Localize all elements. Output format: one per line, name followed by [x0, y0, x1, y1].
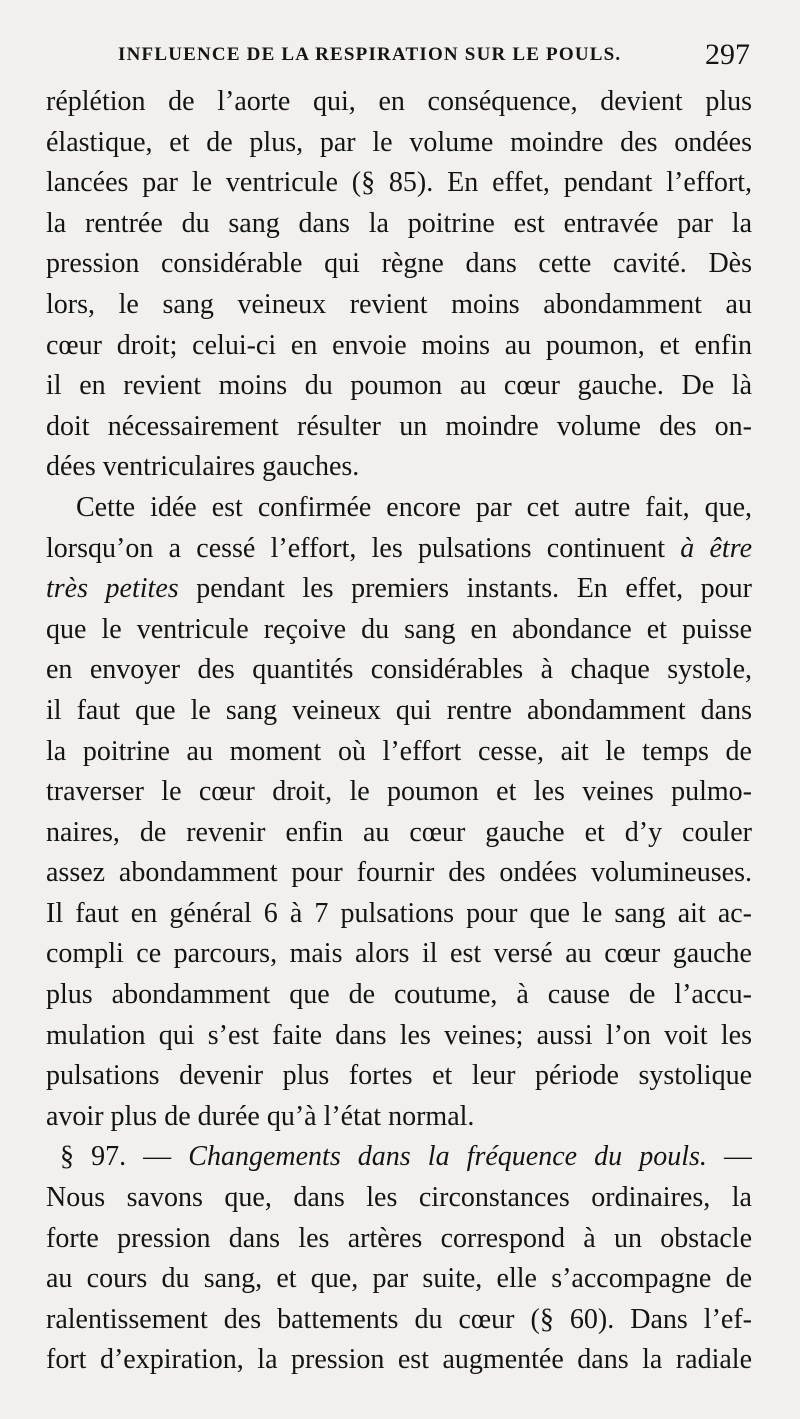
- text-line: [46, 529, 752, 570]
- text-line: assez abondamment pour fournir des ondées volumineuses.: [46, 857, 752, 889]
- text-line: compli ce parcours, mais alors il est versé au cœur gauche: [46, 938, 752, 970]
- paragraph-start-line: Cette idée est confirmée encore par cet autre fait, que,: [76, 491, 752, 523]
- text-line: que le ventricule reçoive du sang en abondance et puisse: [46, 613, 752, 645]
- text-line: plus abondamment que de coutume, à cause de l’accu-: [46, 979, 752, 1011]
- text-line: en envoyer des quantités considérables à chaque systole,: [46, 654, 752, 686]
- section-number: § 97. —: [60, 1141, 172, 1173]
- text-line: au cours du sang, et que, par suite, elle s’accompagne de: [46, 1263, 752, 1295]
- page-number: 297: [705, 38, 750, 71]
- text-line: élastique, et de plus, par le volume moindre des ondées: [46, 126, 752, 158]
- text-line: lancées par le ventricule (§ 85). En effet, pendant l’effort,: [46, 167, 752, 199]
- text-line: lors, le sang veineux revient moins abondamment au: [46, 288, 752, 320]
- section-heading-line: [46, 1137, 752, 1178]
- text-line: la rentrée du sang dans la poitrine est entravée par la: [46, 207, 752, 239]
- italic-run: à être: [680, 532, 752, 564]
- text-line: il faut que le sang veineux qui rentre abondamment dans: [46, 694, 752, 726]
- section-title: Changements dans la fréquence du pouls.: [188, 1141, 707, 1173]
- body-text: [46, 82, 752, 1381]
- text-line: Nous savons que, dans les circonstances ordinaires, la: [46, 1182, 752, 1214]
- section-dash: —: [724, 1141, 752, 1173]
- text-line: fort d’expiration, la pression est augmentée dans la radiale: [46, 1344, 752, 1376]
- text-line: il en revient moins du poumon au cœur gauche. De là: [46, 370, 752, 402]
- text-line: avoir plus de durée qu’à l’état normal.: [46, 1100, 475, 1132]
- text-line: mulation qui s’est faite dans les veines; aussi l’on voit les: [46, 1019, 752, 1051]
- text-run: lorsqu’on a cessé l’effort, les pulsations continuent: [46, 532, 665, 564]
- text-line: doit nécessairement résulter un moindre volume des on-: [46, 410, 752, 442]
- text-line: cœur droit; celui-ci en envoie moins au poumon, et enfin: [46, 329, 752, 361]
- text-line: réplétion de l’aorte qui, en conséquence, devient plus: [46, 86, 752, 117]
- text-line: forte pression dans les artères correspond à un obstacle: [46, 1222, 752, 1254]
- text-run: pendant les premiers instants. En effet, pour: [196, 573, 752, 605]
- italic-run: très petites: [46, 573, 179, 605]
- text-line: Il faut en général 6 à 7 pulsations pour que le sang ait ac-: [46, 897, 752, 929]
- text-line: pulsations devenir plus fortes et leur période systolique: [46, 1060, 752, 1092]
- running-title: INFLUENCE DE LA RESPIRATION SUR LE POULS.: [118, 44, 622, 65]
- text-line: ralentissement des battements du cœur (§ 60). Dans l’ef-: [46, 1303, 752, 1335]
- text-line: la poitrine au moment où l’effort cesse, ait le temps de: [46, 735, 752, 767]
- page-header: [118, 38, 750, 74]
- text-line: [46, 569, 752, 610]
- text-line: traverser le cœur droit, le poumon et les veines pulmo-: [46, 776, 752, 808]
- text-line: dées ventriculaires gauches.: [46, 451, 360, 483]
- text-line: naires, de revenir enfin au cœur gauche et d’y couler: [46, 816, 752, 848]
- text-line: pression considérable qui règne dans cette cavité. Dès: [46, 248, 752, 280]
